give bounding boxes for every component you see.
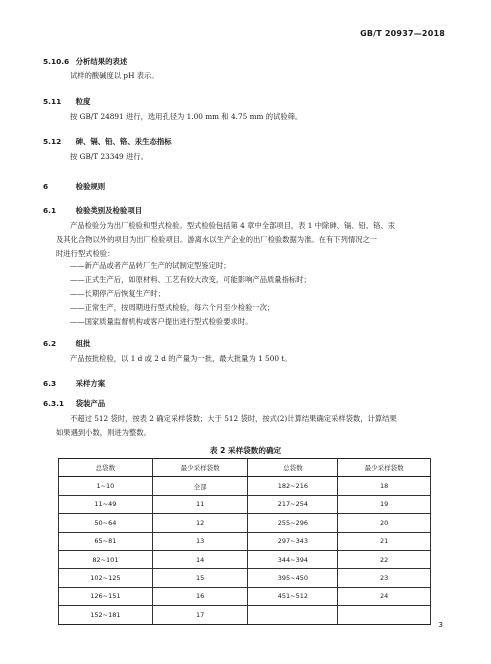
section-5-11-heading — [43, 96, 90, 107]
table-cell: 65~81 — [59, 532, 153, 550]
standard-number-header: GB/T 20937—2018 — [360, 29, 445, 38]
table-header-row — [59, 459, 431, 477]
table-cell: 12 — [152, 514, 248, 532]
section-title: 粒度 — [75, 97, 91, 106]
column-header: 总袋数 — [59, 459, 153, 477]
table-cell: 21 — [338, 532, 431, 550]
table-cell: 15 — [152, 569, 248, 587]
table-cell — [338, 606, 431, 624]
section-6-2-heading — [43, 338, 90, 349]
table-cell: 20 — [338, 514, 431, 532]
table-cell: 18 — [338, 477, 431, 495]
table-cell: 126~151 — [59, 587, 153, 605]
condition-list-item: ——新产品或者产品转厂生产的试制定型鉴定时； — [70, 261, 231, 270]
table-cell: 102~125 — [59, 569, 153, 587]
page-number: 3 — [438, 621, 443, 629]
column-header: 最少采样袋数 — [152, 459, 248, 477]
table-row — [59, 477, 431, 495]
section-6-1-para-line: 及其化合物以外的项目为出厂检验项目。游离水以生产企业的出厂检验数据为准。在有下列情况之一 — [56, 235, 378, 244]
table-cell: 14 — [152, 550, 248, 568]
section-title: 袋装产品 — [75, 399, 106, 408]
table-cell: 395~450 — [248, 569, 338, 587]
table-cell: 23 — [338, 569, 431, 587]
table-cell: 13 — [152, 532, 248, 550]
section-number: 6.3.1 — [43, 399, 65, 408]
table-cell: 全部 — [152, 477, 248, 495]
table-row — [59, 495, 431, 513]
table-cell: 152~181 — [59, 606, 153, 624]
table-row — [59, 532, 431, 550]
table-cell — [248, 606, 338, 624]
table-cell: 217~254 — [248, 495, 338, 513]
section-6-3-heading — [43, 378, 105, 389]
table-cell: 50~64 — [59, 514, 153, 532]
section-6-heading — [43, 181, 105, 192]
table-cell: 255~296 — [248, 514, 338, 532]
table-cell: 82~101 — [59, 550, 153, 568]
table-row — [59, 550, 431, 568]
section-title: 采样方案 — [75, 379, 106, 388]
section-5-12-text: 按 GB/T 23349 进行。 — [70, 152, 148, 161]
table-cell: 344~394 — [248, 550, 338, 568]
table-cell: 16 — [152, 587, 248, 605]
section-6-1-para-line: 产品检验分为出厂检验和型式检验。型式检验包括第 4 章中全部项目，表 1 中除砷、镉、铅、铬、汞 — [70, 221, 396, 230]
table-cell: 1~10 — [59, 477, 153, 495]
condition-list-item: ——国家质量监督机构或客户提出进行型式检验要求时。 — [70, 317, 253, 326]
table-cell: 11 — [152, 495, 248, 513]
section-6-3-1-para-line: 如果遇到小数，则进为整数。 — [56, 428, 151, 437]
section-title: 砷、镉、铅、铬、汞生态指标 — [75, 137, 172, 146]
section-number: 6 — [43, 182, 49, 191]
table-caption: 表 2 采样袋数的确定 — [209, 446, 282, 455]
condition-list-item: ——正常生产，按周期进行型式检验，每六个月至少检验一次； — [70, 303, 275, 312]
table-cell: 22 — [338, 550, 431, 568]
section-title: 分析结果的表述 — [75, 57, 128, 66]
section-5-12-heading — [43, 136, 172, 147]
table-cell: 297~343 — [248, 532, 338, 550]
section-title: 检验类别及检验项目 — [75, 206, 143, 215]
section-number: 5.10.6 — [43, 57, 70, 66]
table-cell: 17 — [152, 606, 248, 624]
section-6-3-1-heading — [43, 398, 105, 409]
column-header: 最少采样袋数 — [338, 459, 431, 477]
table-cell: 19 — [338, 495, 431, 513]
section-5-10-6-heading — [43, 56, 127, 67]
section-number: 6.2 — [43, 339, 57, 348]
section-6-2-text: 产品按批检验，以 1 d 或 2 d 的产量为一批，最大批量为 1 500 t。 — [70, 354, 292, 363]
table-row — [59, 606, 431, 624]
table-cell: 11~49 — [59, 495, 153, 513]
section-6-1-heading — [43, 205, 142, 216]
table-row — [59, 587, 431, 605]
section-number: 5.11 — [43, 97, 62, 106]
section-number: 5.12 — [43, 137, 62, 146]
section-5-11-text: 按 GB/T 24891 进行，选用孔径为 1.00 mm 和 4.75 mm 的试验筛。 — [70, 112, 303, 121]
table-cell: 182~216 — [248, 477, 338, 495]
section-6-1-para-line: 时进行型式检验： — [56, 249, 115, 258]
section-number: 6.1 — [43, 206, 57, 215]
sampling-bags-table — [58, 458, 431, 625]
table-cell: 24 — [338, 587, 431, 605]
condition-list-item: ——正式生产后，如原材料、工艺有较大改变，可能影响产品质量指标时； — [70, 275, 311, 284]
table-row — [59, 569, 431, 587]
section-number: 6.3 — [43, 379, 57, 388]
section-title: 检验规则 — [75, 182, 106, 191]
table-row — [59, 514, 431, 532]
section-title: 组批 — [75, 339, 91, 348]
section-6-3-1-para-line: 不超过 512 袋时，按表 2 确定采样袋数；大于 512 袋时，按式(2)计算结果确定采样袋数，计算结果 — [70, 414, 397, 423]
section-5-10-6-text: 试样的酸碱度以 pH 表示。 — [70, 71, 159, 80]
condition-list-item: ——长期停产后恢复生产时； — [70, 289, 165, 298]
column-header: 总袋数 — [248, 459, 338, 477]
table-cell: 451~512 — [248, 587, 338, 605]
